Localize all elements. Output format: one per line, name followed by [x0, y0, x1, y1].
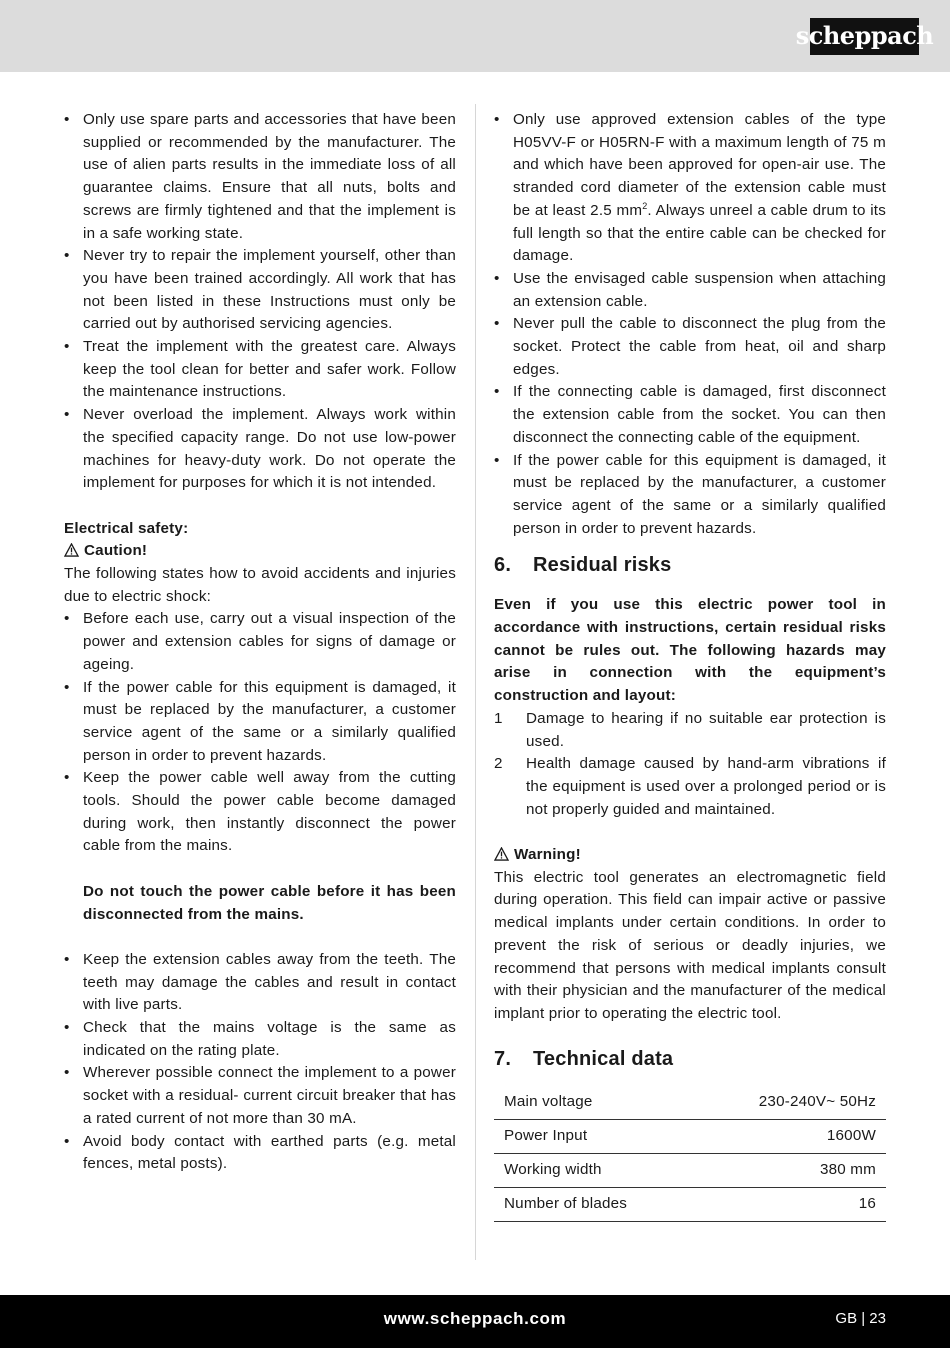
list-item: • Never overload the implement. Always work within the specified capacity range. Do not use low-power machines for heavy-duty work. Do not operate the implement for purposes for which it is not intended.: [64, 406, 456, 492]
caution-heading: Caution!: [64, 540, 456, 563]
list-item: • Only use approved extension cables of the type H05VV-F or H05RN-F with a maximum length of 75 m and which have been approved for open-air use. The stranded cord diameter of the extension cable must be at least 2.5 $mm^2$. Always unreel a cable drum to its full length so that the entire cable can be checked for damage.: [494, 111, 886, 265]
header-bar: [0, 0, 950, 72]
list-item: • If the power cable for this equipment is damaged, it must be replaced by the manufacturer, a customer service agent of the same or a similarly qualified person in order to prevent hazards.: [494, 451, 886, 537]
list-item: • Never pull the cable to disconnect the plug from the socket. Protect the cable from heat, oil and sharp edges.: [494, 315, 886, 378]
footer-url[interactable]: www.scheppach.com: [383, 1309, 567, 1328]
list-item: • Treat the implement with the greatest care. Always keep the tool clean for better and safer work. Follow the maintenance instructions.: [64, 338, 456, 401]
list-item: • Before each use, carry out a visual inspection of the power and extension cables for signs of damage or ageing.: [64, 610, 456, 673]
general-safety-list: [64, 109, 456, 495]
page-number: GB | 23: [835, 1310, 886, 1327]
list-item: • Wherever possible connect the implement to a power socket with a residual- current circuit breaker that has a rated current of not more than 30 mA.: [64, 1064, 456, 1127]
list-item: • Avoid body contact with earthed parts (e.g. metal fences, metal posts).: [64, 1132, 456, 1173]
electrical-safety-heading: Electrical safety:: [64, 519, 189, 537]
extension-cable-list: [494, 109, 886, 540]
table-row: Main voltage 230-240V~ 50Hz: [494, 1086, 886, 1120]
column-divider: [475, 104, 476, 1260]
warning-triangle-icon: [64, 543, 79, 557]
list-item: • Only use spare parts and accessories that have been supplied or recommended by the manufacturer. The use of alien parts results in the immediate loss of all guarantee claims. Ensure that all nuts, bolts and screws are firmly tightened and that the implement is in a safe working state.: [64, 111, 456, 242]
list-item: • Use the envisaged cable suspension when attaching an extension cable.: [494, 269, 886, 310]
table-row: Working width 380 mm: [494, 1153, 886, 1187]
section-6-heading: 6. Residual risks: [494, 554, 672, 577]
list-item: • If the power cable for this equipment is damaged, it must be replaced by the manufacturer, a customer service agent of the same or a similarly qualified person in order to prevent hazards.: [64, 678, 456, 764]
right-column: [494, 109, 886, 1222]
residual-risks-list: [494, 708, 886, 822]
warning-triangle-icon: [494, 847, 509, 861]
bold-note: Do not touch the power cable before it has been disconnected from the mains.: [83, 882, 456, 923]
warning-text: This electric tool generates an electromagnetic field during operation. This field can impair active or passive medical implants under certain conditions. In order to prevent the risk of serious or deadly injuries, we recommend that persons with medical implants consult with their physician and the manufacturer of the medical implant prior to operating the electric tool.: [494, 868, 886, 1022]
electrical-intro: The following states how to avoid accidents and injuries due to electric shock:: [64, 565, 456, 605]
table-row: Power Input 1600W: [494, 1119, 886, 1153]
scheppach-logo: scheppach: [810, 18, 919, 55]
table-row: Number of blades 16: [494, 1187, 886, 1221]
list-item: • Keep the extension cables away from the teeth. The teeth may damage the cables and result in contact with live parts.: [64, 950, 456, 1014]
list-item: • Never try to repair the implement yourself, other than you have been trained accordingly. All work that has not been listed in these Instructions must only be carried out by authorised servicing agencies.: [64, 247, 456, 333]
list-item: • Check that the mains voltage is the same as indicated on the rating plate.: [64, 1019, 456, 1059]
residual-intro: Even if you use this electric power tool in accordance with instructions, certain residual risks cannot be rules out. The following hazards may arise in connection with the equipment’s construction and layout:: [494, 596, 886, 705]
electrical-list-2: [64, 949, 456, 1176]
section-7-heading: 7. Technical data: [494, 1047, 674, 1070]
list-item: • Keep the power cable well away from the cutting tools. Should the power cable become damaged during work, then instantly disconnect the power cable from the mains.: [64, 769, 456, 855]
list-item: 2 Health damage caused by hand-arm vibrations if the equipment is used over a prolonged period or is not properly guided and maintained.: [494, 755, 886, 818]
left-column: [64, 109, 456, 1176]
list-item: 1 Damage to hearing if no suitable ear protection is used.: [494, 709, 886, 750]
footer-bar: [0, 1295, 950, 1348]
list-item: • If the connecting cable is damaged, first disconnect the extension cable from the socket. You can then disconnect the connecting cable of the equipment.: [494, 383, 886, 446]
warning-heading: Warning!: [494, 844, 886, 867]
electrical-list-1: [64, 608, 456, 858]
technical-data-table: [494, 1086, 886, 1222]
